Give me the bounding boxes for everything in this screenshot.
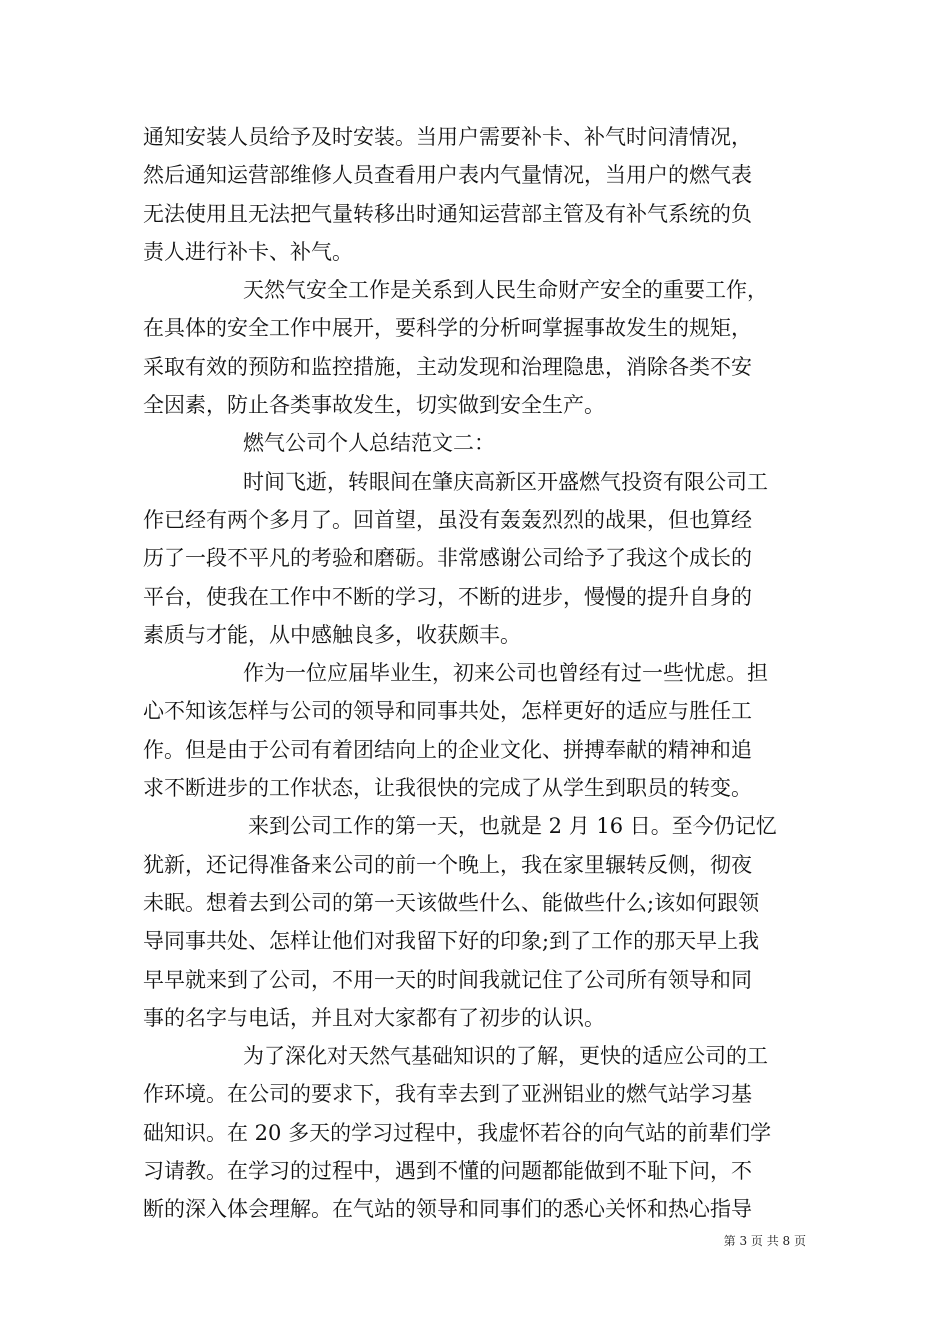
text-line: 责人进行补卡、补气。 <box>143 239 353 264</box>
text-line: 平台，使我在工作中不断的学习，不断的进步，慢慢的提升自身的 <box>143 584 752 609</box>
text-line: 事的名字与电话，并且对大家都有了初步的认识。 <box>143 1005 605 1030</box>
paragraph-first-line: 时间飞逝，转眼间在肇庆高新区开盛燃气投资有限公司工 <box>243 469 768 494</box>
text-line: 历了一段不平凡的考验和磨砺。非常感谢公司给予了我这个成长的 <box>143 546 752 571</box>
document-body <box>143 118 808 1229</box>
text-line: 作已经有两个多月了。回首望，虽没有轰轰烈烈的战果，但也算经 <box>143 507 752 532</box>
text-line: 犹新，还记得准备来公司的前一个晚上，我在家里辗转反侧，彻夜 <box>143 852 752 877</box>
text-line: 早早就来到了公司，不用一天的时间我就记住了公司所有领导和同 <box>143 967 752 992</box>
paragraph-first-line: 作为一位应届毕业生，初来公司也曾经有过一些忧虑。担 <box>243 661 768 686</box>
section-heading: 燃气公司个人总结范文二： <box>243 431 495 456</box>
text-line: 础知识。在 20 多天的学习过程中，我虚怀若谷的向气站的前辈们学 <box>143 1120 772 1145</box>
text-line: 素质与才能，从中感触良多，收获颇丰。 <box>143 622 521 647</box>
text-line: 导同事共处、怎样让他们对我留下好的印象;到了工作的那天早上我 <box>143 929 760 954</box>
paragraph-first-line: 来到公司工作的第一天，也就是 2 月 16 日。至今仍记忆 <box>248 814 777 839</box>
text-line: 无法使用且无法把气量转移出时通知运营部主管及有补气系统的负 <box>143 201 752 226</box>
text-line: 习请教。在学习的过程中，遇到不懂的问题都能做到不耻下问，不 <box>143 1159 752 1184</box>
text-line: 未眠。想着去到公司的第一天该做些什么、能做些什么;该如何跟领 <box>143 890 760 915</box>
text-line: 心不知该怎样与公司的领导和同事共处，怎样更好的适应与胜任工 <box>143 699 752 724</box>
text-line: 通知安装人员给予及时安装。当用户需要补卡、补气时问清情况， <box>143 125 752 149</box>
paragraph-first-line: 为了深化对天然气基础知识的了解，更快的适应公司的工 <box>243 1044 768 1069</box>
text-line: 断的深入体会理解。在气站的领导和同事们的悉心关怀和热心指导 <box>143 1197 752 1222</box>
text-line: 全因素，防止各类事故发生，切实做到安全生产。 <box>143 393 605 418</box>
text-line: 在具体的安全工作中展开，要科学的分析呵掌握事故发生的规矩， <box>143 316 752 341</box>
text-line: 作。但是由于公司有着团结向上的企业文化、拼搏奉献的精神和追 <box>143 737 752 762</box>
text-line: 然后通知运营部维修人员查看用户表内气量情况，当用户的燃气表 <box>143 163 752 188</box>
text-line: 求不断进步的工作状态，让我很快的完成了从学生到职员的转变。 <box>143 776 752 801</box>
page-number-footer: 第 3 页 共 8 页 <box>723 1234 806 1248</box>
text-line: 采取有效的预防和监控措施，主动发现和治理隐患，消除各类不安 <box>143 354 752 379</box>
text-line: 作环境。在公司的要求下，我有幸去到了亚洲铝业的燃气站学习基 <box>143 1082 752 1107</box>
paragraph-first-line: 天然气安全工作是关系到人民生命财产安全的重要工作， <box>243 278 768 303</box>
